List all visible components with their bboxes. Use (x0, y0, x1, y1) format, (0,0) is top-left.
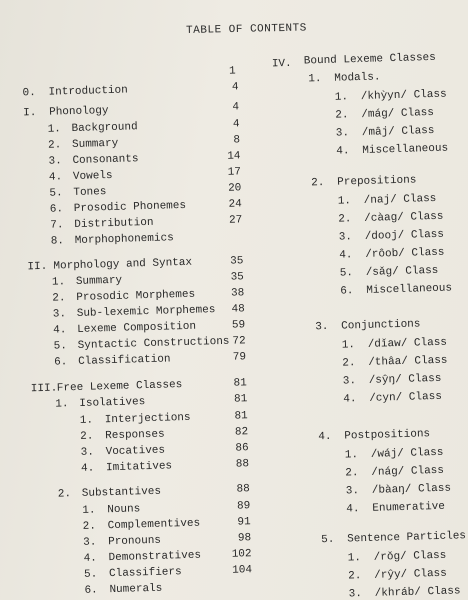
item-title: /mâj/ Class (361, 124, 435, 139)
toc-entry-title: Distribution (74, 216, 154, 232)
toc-entry-page: 24 (228, 198, 242, 211)
item-title: Miscellaneous (362, 142, 449, 157)
item-title: Enumerative (372, 500, 446, 515)
item-number: 3. (338, 231, 353, 244)
toc-entry-title: Vocatives (105, 444, 166, 459)
item-title: /rǒg/ Class (373, 549, 447, 564)
toc-entry-number: II. (27, 260, 48, 274)
toc-entry-page: 81 (234, 410, 248, 423)
item-number: 4. (336, 145, 350, 158)
toc-entry-number: III. (30, 382, 58, 396)
toc-entry-title: Prosodic Morphemes (76, 288, 196, 304)
item-number: 1. (337, 195, 352, 208)
toc-entry-number: 2. (82, 520, 97, 533)
toc-entry-page: 59 (231, 319, 246, 332)
toc-entry-title: Vowels (72, 169, 113, 184)
group-number: 4. (318, 430, 332, 444)
item-number: 4. (346, 503, 360, 516)
toc-entry-page: 72 (232, 335, 246, 348)
toc-entry-number: 3. (48, 155, 62, 168)
item-number: 3. (342, 375, 357, 388)
group-title: Modals. (334, 71, 381, 85)
toc-entry-title: Complementives (107, 517, 201, 533)
toc-entry-number: 3. (80, 446, 95, 459)
item-title: /khráb/ Class (374, 585, 461, 600)
toc-entry-page: 88 (235, 458, 250, 471)
toc-entry-number: 7. (50, 219, 64, 232)
toc-entry-number: 4. (83, 552, 98, 565)
item-title: /càag/ Class (364, 210, 444, 225)
item-number: 2. (348, 570, 362, 583)
toc-entry-page: 88 (236, 483, 250, 496)
toc-entry-title: Free Lexeme Classes (56, 379, 183, 395)
toc-entry-number: 4. (53, 324, 67, 337)
toc-entry-page: 89 (236, 500, 251, 513)
toc-entry-page: 4 (232, 101, 240, 114)
item-number: 4. (339, 249, 353, 262)
item-number: 1. (341, 339, 356, 352)
item-title: /cyn/ Class (369, 390, 443, 405)
toc-entry-number: 5. (83, 568, 98, 581)
item-title: /rŷy/ Class (374, 567, 447, 582)
item-number: 5. (339, 267, 354, 280)
toc-entry-title: Imitatives (105, 460, 173, 475)
group-title: Sentence Particles (347, 530, 467, 546)
top-page-number: 1 (228, 65, 236, 78)
item-title: /khỳyn/ Class (360, 88, 447, 103)
group-number: 1. (308, 73, 322, 86)
toc-entry-title: Responses (105, 428, 165, 443)
item-title: /nág/ Class (371, 464, 445, 479)
toc-entry-page: 81 (233, 377, 247, 390)
toc-entry-title: Classifiers (108, 566, 182, 581)
toc-entry-number: 8. (50, 235, 65, 248)
toc-entry-title: Background (71, 121, 138, 136)
group-number: 2. (311, 177, 325, 190)
item-title: /dǐaw/ Class (367, 336, 448, 351)
toc-entry-number: 6. (53, 356, 68, 369)
section-title: Bound Lexeme Classes (303, 51, 436, 68)
toc-entry-title: Introduction (48, 84, 128, 99)
item-number: 3. (345, 485, 360, 498)
toc-entry-page: 91 (237, 516, 251, 529)
item-title: Miscellaneous (366, 282, 453, 297)
toc-entry-page: 14 (227, 150, 241, 163)
toc-entry-page: 104 (232, 564, 253, 577)
toc-entry-page: 79 (232, 351, 247, 364)
toc-entry-title: Lexeme Composition (77, 320, 197, 336)
item-number: 3. (335, 127, 350, 140)
toc-entry-page: 86 (235, 442, 249, 455)
item-title: /wáj/ Class (370, 446, 444, 461)
toc-entry-page: 38 (230, 287, 245, 300)
item-title: /sŷŋ/ Class (368, 372, 442, 387)
toc-entry-number: 6. (49, 203, 64, 216)
toc-entry-title: Morphophonemics (74, 232, 174, 248)
item-title: /thâa/ Class (368, 354, 448, 369)
section-number: IV. (271, 57, 292, 71)
toc-entry-title: Isolatives (79, 396, 146, 410)
item-number: 1. (347, 552, 362, 565)
item-number: 2. (342, 357, 356, 370)
item-number: 6. (340, 285, 354, 298)
toc-entry-number: I. (23, 107, 37, 120)
item-title: /bàaŋ/ Class (371, 482, 452, 497)
toc-entry-title: Summary (71, 137, 119, 152)
toc-entry-title: Sub-lexemic Morphemes (76, 304, 216, 320)
toc-entry-title: Demonstratives (108, 549, 202, 565)
toc-entry-number: 6. (84, 584, 98, 597)
toc-entry-number: 5. (49, 187, 63, 200)
toc-entry-title: Numerals (109, 582, 163, 597)
toc-entry-title: Classification (77, 353, 171, 368)
toc-entry-number: 2. (57, 488, 72, 501)
toc-entry-title: Tones (73, 186, 107, 200)
toc-entry-number: 3. (83, 536, 97, 549)
item-title: /rôob/ Class (365, 246, 445, 261)
item-number: 2. (335, 109, 349, 122)
group-title: Conjunctions (341, 318, 421, 333)
toc-entry-number: 1. (51, 276, 66, 289)
toc-entry-title: Summary (75, 274, 123, 288)
toc-entry-number: 0. (22, 87, 36, 100)
toc-entry-number: 1. (47, 123, 62, 136)
page-title: TABLE OF CONTENTS (186, 22, 307, 37)
group-number: 3. (315, 320, 329, 334)
toc-entry-page: 48 (231, 303, 245, 316)
toc-entry-title: Interjections (104, 411, 191, 427)
item-title: /dooj/ Class (364, 228, 445, 243)
toc-entry-number: 4. (48, 171, 63, 184)
toc-entry-page: 81 (233, 393, 248, 406)
toc-entry-page: 102 (231, 548, 252, 561)
toc-entry-page: 4 (232, 118, 240, 131)
item-title: /mág/ Class (361, 106, 435, 121)
toc-entry-page: 35 (230, 255, 244, 268)
item-number: 1. (334, 91, 349, 104)
toc-entry-page: 8 (233, 134, 241, 147)
toc-entry-number: 2. (47, 139, 62, 152)
toc-entry-number: 2. (80, 430, 94, 443)
toc-entry-title: Phonology (48, 105, 109, 119)
toc-entry-title: Consonants (72, 153, 139, 168)
toc-entry-number: 5. (53, 340, 68, 353)
group-title: Postpositions (344, 428, 431, 443)
toc-entry-page: 98 (237, 532, 252, 545)
toc-entry-number: 4. (80, 462, 95, 475)
toc-entry-title: Syntactic Constructions (77, 335, 230, 352)
item-number: 3. (348, 588, 363, 600)
toc-entry-title: Prosodic Phonemes (73, 199, 187, 216)
toc-entry-title: Nouns (107, 503, 141, 517)
toc-entry-number: 1. (79, 414, 94, 427)
toc-entry-number: 1. (55, 398, 69, 411)
item-number: 4. (343, 393, 357, 406)
toc-entry-number: 1. (82, 504, 96, 517)
toc-entry-page: 35 (230, 271, 245, 284)
item-title: /naj/ Class (363, 192, 437, 207)
toc-entry-number: 3. (52, 308, 67, 321)
item-number: 1. (344, 449, 359, 462)
group-number: 5. (321, 533, 335, 547)
group-title: Prepositions (337, 174, 417, 189)
item-number: 2. (338, 213, 352, 226)
toc-entry-number: 2. (52, 292, 66, 305)
toc-entry-page: 82 (234, 426, 249, 439)
toc-entry-page: 27 (228, 214, 243, 227)
toc-entry-title: Pronouns (108, 534, 162, 549)
item-number: 2. (345, 467, 359, 480)
toc-entry-page: 20 (227, 182, 242, 195)
toc-entry-page: 4 (231, 81, 239, 94)
toc-entry-title: Morphology and Syntax (53, 256, 193, 273)
item-title: /sǎg/ Class (365, 264, 439, 279)
toc-entry-title: Substantives (81, 485, 162, 500)
toc-entry-page: 17 (227, 166, 242, 179)
